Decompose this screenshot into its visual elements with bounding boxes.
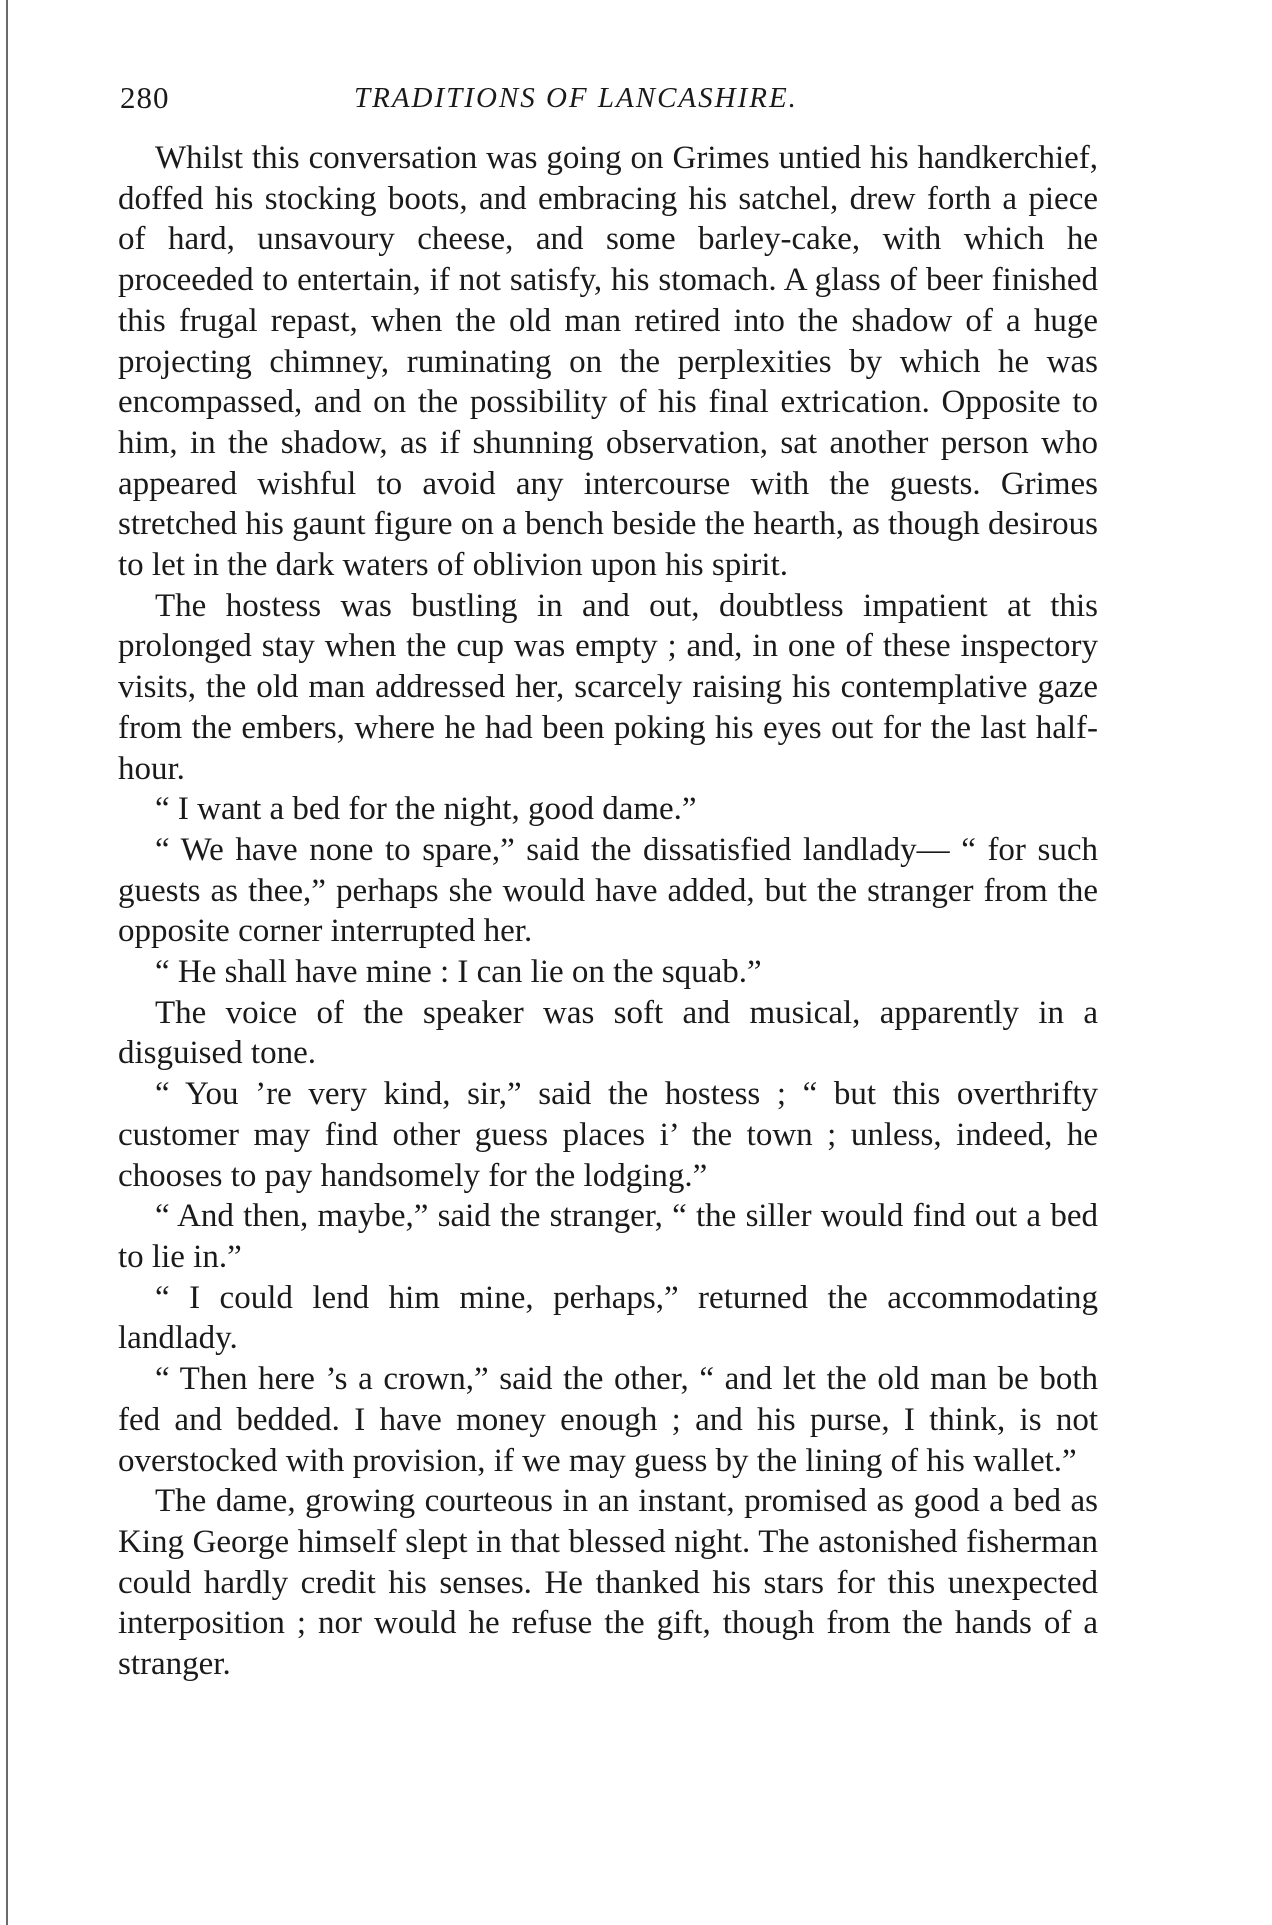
paragraph: The voice of the speaker was soft and musical, apparently in a disguised tone. [118,994,1098,1072]
paragraph: The dame, growing courteous in an instant, promised as good a bed as King George himself slept in that blessed night. The astonished fisherman could hardly credit his senses. He thanked his stars for this unexpected interposition ; nor would he refuse the gift, though from the hands of a stranger. [118,1483,1098,1683]
paragraph: The hostess was bustling in and out, doubtless impatient at this prolonged stay when the cup was empty ; and, in one of these inspectory visits, the old man addressed her, scarcely raising his contemplative gaze from the embers, where he had been poking his eyes out for the last half-hour. [118,587,1098,787]
book-page [118,78,1098,1685]
paragraph: “ Then here ’s a crown,” said the other, “ and let the old man be both fed and bedded. I have money enough ; and his purse, I think, is not overstocked with provision, if we may guess by the lining of his wallet.” [118,1361,1098,1479]
paragraph: “ I could lend him mine, perhaps,” returned the accommodating landlady. [118,1279,1098,1357]
running-title: TRADITIONS OF LANCASHIRE. [354,82,798,114]
running-head [118,78,1098,138]
page-binding-edge [6,0,8,1925]
paragraph: “ We have none to spare,” said the dissatisfied landlady— “ for such guests as thee,” perhaps she would have added, but the stranger from the opposite corner interrupted her. [118,831,1098,950]
paragraph: “ He shall have mine : I can lie on the squab.” [155,954,762,991]
paragraph: “ I want a bed for the night, good dame.” [155,791,697,828]
paragraph: “ You ’re very kind, sir,” said the hostess ; “ but this overthrifty customer may find other guess places i’ the town ; unless, indeed, he chooses to pay handsomely for the lodging.” [118,1076,1098,1194]
page-number: 280 [120,80,170,115]
body-text [118,138,1098,1685]
paragraph: Whilst this conversation was going on Grimes untied his handkerchief, doffed his stocking boots, and embracing his satchel, drew forth a piece of hard, unsavoury cheese, and some barley-cake, with which he proceeded to entertain, if not satisfy, his stomach. A glass of beer finished this frugal repast, when the old man retired into the shadow of a huge projecting chimney, ruminating on the perplexities by which he was encompassed, and on the possibility of his final extrication. Opposite to him, in the shadow, as if shunning observation, sat another person who appeared wishful to avoid any intercourse with the guests. Grimes stretched his gaunt figure on a bench beside the hearth, as though desirous to let in the dark waters of oblivion upon his spirit. [118,140,1098,584]
paragraph: “ And then, maybe,” said the stranger, “ the siller would find out a bed to lie in.” [118,1198,1098,1275]
